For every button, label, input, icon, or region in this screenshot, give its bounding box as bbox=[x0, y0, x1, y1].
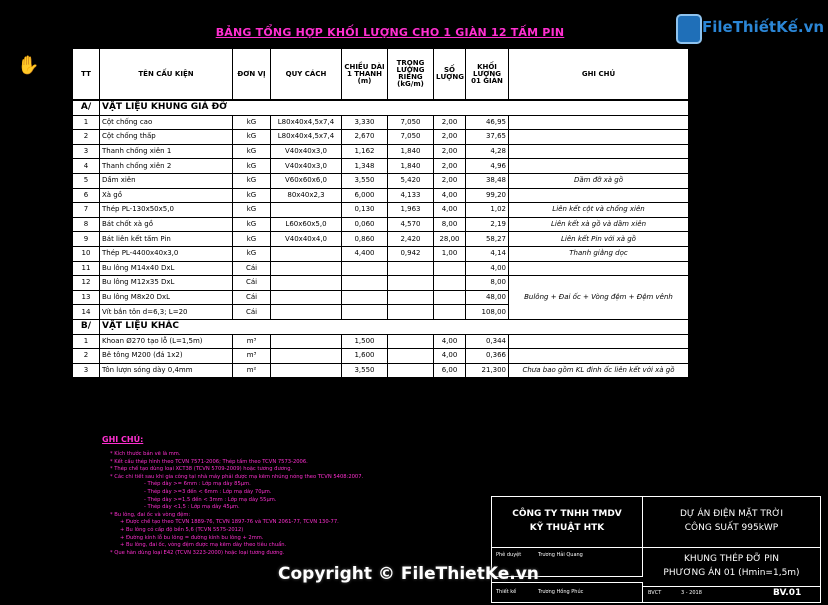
table-cell: Cột chống thấp bbox=[100, 130, 233, 145]
table-cell: Thép PL-4400x40x3,0 bbox=[100, 246, 233, 261]
table-cell bbox=[271, 305, 342, 320]
table-cell: 2 bbox=[73, 130, 100, 145]
drawing-title-1: KHUNG THÉP ĐỠ PIN bbox=[684, 554, 779, 564]
table-cell: 3,330 bbox=[342, 115, 388, 130]
quantity-table bbox=[72, 48, 689, 378]
table-cell: 1,840 bbox=[388, 144, 434, 159]
table-cell: Cái bbox=[233, 305, 271, 320]
table-cell: 99,20 bbox=[466, 188, 509, 203]
table-cell: V40x40x3,0 bbox=[271, 159, 342, 174]
table-row bbox=[73, 261, 689, 276]
table-cell: 2,420 bbox=[388, 232, 434, 247]
table-cell bbox=[271, 246, 342, 261]
table-cell: m² bbox=[233, 363, 271, 378]
section-number: B/ bbox=[73, 319, 100, 334]
table-cell: 4,00 bbox=[466, 261, 509, 276]
table-cell: Liên kết Pin với xà gồ bbox=[509, 232, 689, 247]
table-cell: 1 bbox=[73, 334, 100, 349]
table-row bbox=[73, 159, 689, 174]
table-cell: 0,344 bbox=[466, 334, 509, 349]
table-cell bbox=[271, 290, 342, 305]
stage-code: BVCT bbox=[648, 590, 662, 596]
section-label: VẬT LIỆU KHUNG GIÁ ĐỠ bbox=[100, 100, 689, 115]
table-cell: kG bbox=[233, 115, 271, 130]
table-cell: 4,14 bbox=[466, 246, 509, 261]
table-row bbox=[73, 276, 689, 291]
table-cell bbox=[271, 276, 342, 291]
table-cell: 6,00 bbox=[434, 363, 466, 378]
table-cell: 1 bbox=[73, 115, 100, 130]
table-cell: 58,27 bbox=[466, 232, 509, 247]
table-row bbox=[73, 334, 689, 349]
table-cell: 3 bbox=[73, 144, 100, 159]
table-row bbox=[73, 246, 689, 261]
site-logo[interactable] bbox=[676, 14, 825, 44]
table-cell: 1,840 bbox=[388, 159, 434, 174]
table-cell: m³ bbox=[233, 334, 271, 349]
table-cell: 38,48 bbox=[466, 173, 509, 188]
table-cell: kG bbox=[233, 159, 271, 174]
table-cell: Bu lông M8x20 DxL bbox=[100, 290, 233, 305]
table-row bbox=[73, 130, 689, 145]
table-cell bbox=[388, 363, 434, 378]
section-row bbox=[73, 100, 689, 115]
table-cell bbox=[271, 261, 342, 276]
table-cell: 11 bbox=[73, 261, 100, 276]
note-line: * Các chi tiết sau khi gia công tại nhà máy phải được mạ kẽm nhúng nóng theo TCVN 5408:2007. bbox=[110, 473, 364, 480]
table-cell: kG bbox=[233, 203, 271, 218]
table-cell: 6,000 bbox=[342, 188, 388, 203]
table-cell bbox=[388, 349, 434, 364]
table-cell: Tôn lượn sóng dày 0,4mm bbox=[100, 363, 233, 378]
table-cell: 0,130 bbox=[342, 203, 388, 218]
table-row bbox=[73, 203, 689, 218]
table-cell: 108,00 bbox=[466, 305, 509, 320]
approval-label: Phê duyệt bbox=[496, 552, 522, 558]
table-cell bbox=[509, 159, 689, 174]
table-cell: Vít bắn tôn d=6,3; L=20 bbox=[100, 305, 233, 320]
table-cell: Thanh giằng dọc bbox=[509, 246, 689, 261]
table-cell bbox=[342, 290, 388, 305]
table-cell: 7,050 bbox=[388, 130, 434, 145]
table-cell bbox=[509, 334, 689, 349]
approval-name: Trương Hải Quang bbox=[538, 552, 583, 558]
company-name-1: CÔNG TY TNHH TMDV bbox=[512, 509, 622, 519]
table-cell: L80x40x4,5x7,4 bbox=[271, 130, 342, 145]
table-cell bbox=[271, 349, 342, 364]
table-cell: 0,860 bbox=[342, 232, 388, 247]
project-line-1: DỰ ÁN ĐIỆN MẶT TRỜI bbox=[679, 509, 784, 519]
table-row bbox=[73, 188, 689, 203]
table-cell: L80x40x4,5x7,4 bbox=[271, 115, 342, 130]
company-name-2: KỸ THUẬT HTK bbox=[529, 523, 605, 533]
table-cell: 2,670 bbox=[342, 130, 388, 145]
table-cell bbox=[388, 261, 434, 276]
table-cell: 3 bbox=[73, 363, 100, 378]
table-row bbox=[73, 363, 689, 378]
table-cell bbox=[434, 305, 466, 320]
header-cell: SỐ LƯỢNG bbox=[434, 49, 466, 101]
table-row bbox=[73, 115, 689, 130]
notes-title: GHI CHÚ: bbox=[102, 435, 144, 444]
table-cell bbox=[342, 261, 388, 276]
table-cell: Cái bbox=[233, 276, 271, 291]
table-cell: 4,00 bbox=[434, 349, 466, 364]
drawing-title-2: PHƯƠNG ÁN 01 (Hmin=1,5m) bbox=[663, 568, 800, 578]
header-cell: TRỌNG LƯỢNG RIÊNG (kG/m) bbox=[388, 49, 434, 101]
table-cell bbox=[271, 203, 342, 218]
table-cell bbox=[342, 305, 388, 320]
table-cell bbox=[509, 144, 689, 159]
section-row bbox=[73, 319, 689, 334]
table-cell: 2,00 bbox=[434, 130, 466, 145]
table-cell: 2,00 bbox=[434, 159, 466, 174]
table-cell: 10 bbox=[73, 246, 100, 261]
table-cell: 7,050 bbox=[388, 115, 434, 130]
table-cell bbox=[509, 188, 689, 203]
table-cell: Bulông + Đai ốc + Vòng đệm + Đệm vênh bbox=[509, 276, 689, 320]
section-number: A/ bbox=[73, 100, 100, 115]
note-line: * Que hàn dùng loại E42 (TCVN 3223-2000) hoặc loại tương đương. bbox=[110, 549, 285, 556]
table-cell: 4,400 bbox=[342, 246, 388, 261]
table-cell: kG bbox=[233, 246, 271, 261]
table-cell: 8,00 bbox=[434, 217, 466, 232]
table-cell: 37,65 bbox=[466, 130, 509, 145]
table-cell: 1,600 bbox=[342, 349, 388, 364]
notes-list bbox=[110, 451, 363, 557]
note-line: - Thép dày >= 6mm : Lớp mạ dày 85µm. bbox=[144, 481, 251, 488]
logo-icon bbox=[676, 14, 702, 44]
table-cell: 1,162 bbox=[342, 144, 388, 159]
table-cell bbox=[434, 290, 466, 305]
table-cell: Liên kết xà gồ và dầm xiên bbox=[509, 217, 689, 232]
table-cell: Cột chống cao bbox=[100, 115, 233, 130]
table-cell: 80x40x2,3 bbox=[271, 188, 342, 203]
designer-row bbox=[492, 582, 643, 603]
table-cell: 5 bbox=[73, 173, 100, 188]
table-cell: kG bbox=[233, 188, 271, 203]
table-cell: kG bbox=[233, 144, 271, 159]
table-cell: Dầm đỡ xà gồ bbox=[509, 173, 689, 188]
table-cell: kG bbox=[233, 232, 271, 247]
title-block bbox=[491, 496, 821, 603]
table-cell: Cái bbox=[233, 261, 271, 276]
table-cell: 8 bbox=[73, 217, 100, 232]
table-cell: Bu lông M14x40 DxL bbox=[100, 261, 233, 276]
table-cell: 4,133 bbox=[388, 188, 434, 203]
copyright-watermark: Copyright © FileThietKe.vn bbox=[278, 564, 539, 584]
table-cell: Bu lông M12x35 DxL bbox=[100, 276, 233, 291]
table-cell bbox=[388, 305, 434, 320]
header-cell: ĐƠN VỊ bbox=[233, 49, 271, 101]
note-line: + Được chế tạo theo TCVN 1889-76, TCVN 1897-76 và TCVN 2061-77, TCVN 130-77. bbox=[120, 519, 339, 526]
table-cell: 4,570 bbox=[388, 217, 434, 232]
table-cell: 1,963 bbox=[388, 203, 434, 218]
table-cell bbox=[509, 115, 689, 130]
table-row bbox=[73, 349, 689, 364]
table-cell: 9 bbox=[73, 232, 100, 247]
logo-text: FileThiếtKế.vn bbox=[702, 18, 825, 36]
table-cell: 4,00 bbox=[434, 203, 466, 218]
table-cell bbox=[434, 261, 466, 276]
table-cell bbox=[509, 130, 689, 145]
table-cell bbox=[434, 276, 466, 291]
table-header-row bbox=[73, 49, 689, 101]
table-cell: 4,28 bbox=[466, 144, 509, 159]
table-cell bbox=[509, 349, 689, 364]
table-cell: 4,00 bbox=[434, 188, 466, 203]
table-cell: 14 bbox=[73, 305, 100, 320]
header-cell: TÊN CẤU KIỆN bbox=[100, 49, 233, 101]
table-cell: 0,942 bbox=[388, 246, 434, 261]
note-line: - Thép dày >=3 đến < 6mm : Lớp mạ dày 70µm. bbox=[144, 488, 272, 495]
table-cell: Liên kết cột và chống xiên bbox=[509, 203, 689, 218]
table-cell: Cái bbox=[233, 290, 271, 305]
table-cell: 4 bbox=[73, 159, 100, 174]
table-cell bbox=[388, 290, 434, 305]
note-line: * Thép chế tạo dùng loại XCT38 (TCVN 5709-2009) hoặc tương đương. bbox=[110, 466, 293, 473]
table-cell bbox=[388, 334, 434, 349]
page-title: BẢNG TỔNG HỢP KHỐI LƯỢNG CHO 1 GIÀN 12 TẤM PIN bbox=[215, 26, 565, 39]
table-cell: V60x60x6,0 bbox=[271, 173, 342, 188]
table-cell: 2,00 bbox=[434, 173, 466, 188]
table-cell bbox=[388, 276, 434, 291]
table-cell: 8,00 bbox=[466, 276, 509, 291]
table-cell: 3,550 bbox=[342, 363, 388, 378]
table-cell: 7 bbox=[73, 203, 100, 218]
table-cell: 28,00 bbox=[434, 232, 466, 247]
table-cell: Bê tông M200 (đá 1x2) bbox=[100, 349, 233, 364]
table-cell: Thanh chống xiên 1 bbox=[100, 144, 233, 159]
note-line: * Bu lông, đai ốc và vòng đệm: bbox=[110, 511, 191, 518]
table-cell: 1,500 bbox=[342, 334, 388, 349]
table-cell: 3,550 bbox=[342, 173, 388, 188]
table-cell: V40x40x3,0 bbox=[271, 144, 342, 159]
table-row bbox=[73, 173, 689, 188]
table-cell: 4,96 bbox=[466, 159, 509, 174]
table-cell: 5,420 bbox=[388, 173, 434, 188]
note-line: - Thép dày <1,5 : Lớp mạ dày 45µm. bbox=[144, 504, 240, 511]
table-cell: 46,95 bbox=[466, 115, 509, 130]
designer-label: Thiết kế bbox=[496, 589, 517, 595]
table-cell bbox=[271, 363, 342, 378]
table-cell: V40x40x4,0 bbox=[271, 232, 342, 247]
table-cell: 12 bbox=[73, 276, 100, 291]
note-line: * Kích thước bản vẽ là mm. bbox=[110, 451, 181, 457]
table-cell: Dầm xiên bbox=[100, 173, 233, 188]
table-cell: 1,00 bbox=[434, 246, 466, 261]
table-cell: Thép PL-130x50x5,0 bbox=[100, 203, 233, 218]
note-line: * Kết cấu thép hình theo TCVN 7571-2006; Thép tấm theo TCVN 7573-2006. bbox=[110, 458, 308, 465]
table-cell: 48,00 bbox=[466, 290, 509, 305]
table-row bbox=[73, 232, 689, 247]
table-cell: 2,00 bbox=[434, 144, 466, 159]
table-cell: m³ bbox=[233, 349, 271, 364]
table-cell: kG bbox=[233, 130, 271, 145]
table-cell: kG bbox=[233, 173, 271, 188]
table-cell: 4,00 bbox=[434, 334, 466, 349]
table-cell: 2,00 bbox=[434, 115, 466, 130]
sheet-row bbox=[643, 587, 820, 602]
hand-cursor-icon: ✋ bbox=[17, 55, 40, 76]
table-cell bbox=[342, 276, 388, 291]
header-cell: GHI CHÚ bbox=[509, 49, 689, 101]
issue-date: 3 - 2018 bbox=[681, 590, 702, 596]
header-cell: KHỐI LƯỢNG 01 GIÀN bbox=[466, 49, 509, 101]
table-cell: 0,060 bbox=[342, 217, 388, 232]
table-cell: 6 bbox=[73, 188, 100, 203]
note-line: + Đường kính lỗ bu lông = đường kính bu lông + 2mm. bbox=[120, 534, 264, 541]
note-line: + Bu lông, đai ốc, vòng đệm được mạ kẽm dày theo tiêu chuẩn. bbox=[120, 542, 287, 549]
table-cell: 2,19 bbox=[466, 217, 509, 232]
table-cell: Thanh chống xiên 2 bbox=[100, 159, 233, 174]
table-row bbox=[73, 144, 689, 159]
company-cell bbox=[492, 497, 643, 548]
table-cell: 0,366 bbox=[466, 349, 509, 364]
note-line: + Bu lông có cấp độ bền 5,6 (TCVN 5575-2012) bbox=[120, 526, 244, 533]
table-cell: 13 bbox=[73, 290, 100, 305]
table-cell: kG bbox=[233, 217, 271, 232]
table-cell bbox=[509, 261, 689, 276]
table-cell: Chưa bao gồm KL đinh ốc liên kết với xà gồ bbox=[509, 363, 689, 378]
section-label: VẬT LIỆU KHÁC bbox=[100, 319, 689, 334]
table-cell: 21,300 bbox=[466, 363, 509, 378]
table-cell: Khoan Ø270 tạo lỗ (L=1,5m) bbox=[100, 334, 233, 349]
header-cell: QUY CÁCH bbox=[271, 49, 342, 101]
header-cell: CHIỀU DÀI 1 THANH (m) bbox=[342, 49, 388, 101]
table-cell: Bát chốt xà gồ bbox=[100, 217, 233, 232]
table-cell bbox=[271, 334, 342, 349]
table-cell: L60x60x5,0 bbox=[271, 217, 342, 232]
table-cell: 1,348 bbox=[342, 159, 388, 174]
table-cell: 1,02 bbox=[466, 203, 509, 218]
drawing-title-cell bbox=[643, 548, 820, 587]
table-cell: Xà gồ bbox=[100, 188, 233, 203]
project-line-2: CÔNG SUẤT 995kWP bbox=[684, 523, 779, 533]
header-cell: TT bbox=[73, 49, 100, 101]
project-cell bbox=[643, 497, 820, 548]
table-cell: Bát liên kết tấm Pin bbox=[100, 232, 233, 247]
designer-name: Trương Hồng Phúc bbox=[538, 589, 584, 595]
note-line: - Thép dày >=1,5 đến < 3mm : Lớp mạ dày 55µm. bbox=[144, 496, 277, 503]
table-row bbox=[73, 217, 689, 232]
sheet-number: BV.01 bbox=[773, 588, 802, 598]
table-cell: 2 bbox=[73, 349, 100, 364]
